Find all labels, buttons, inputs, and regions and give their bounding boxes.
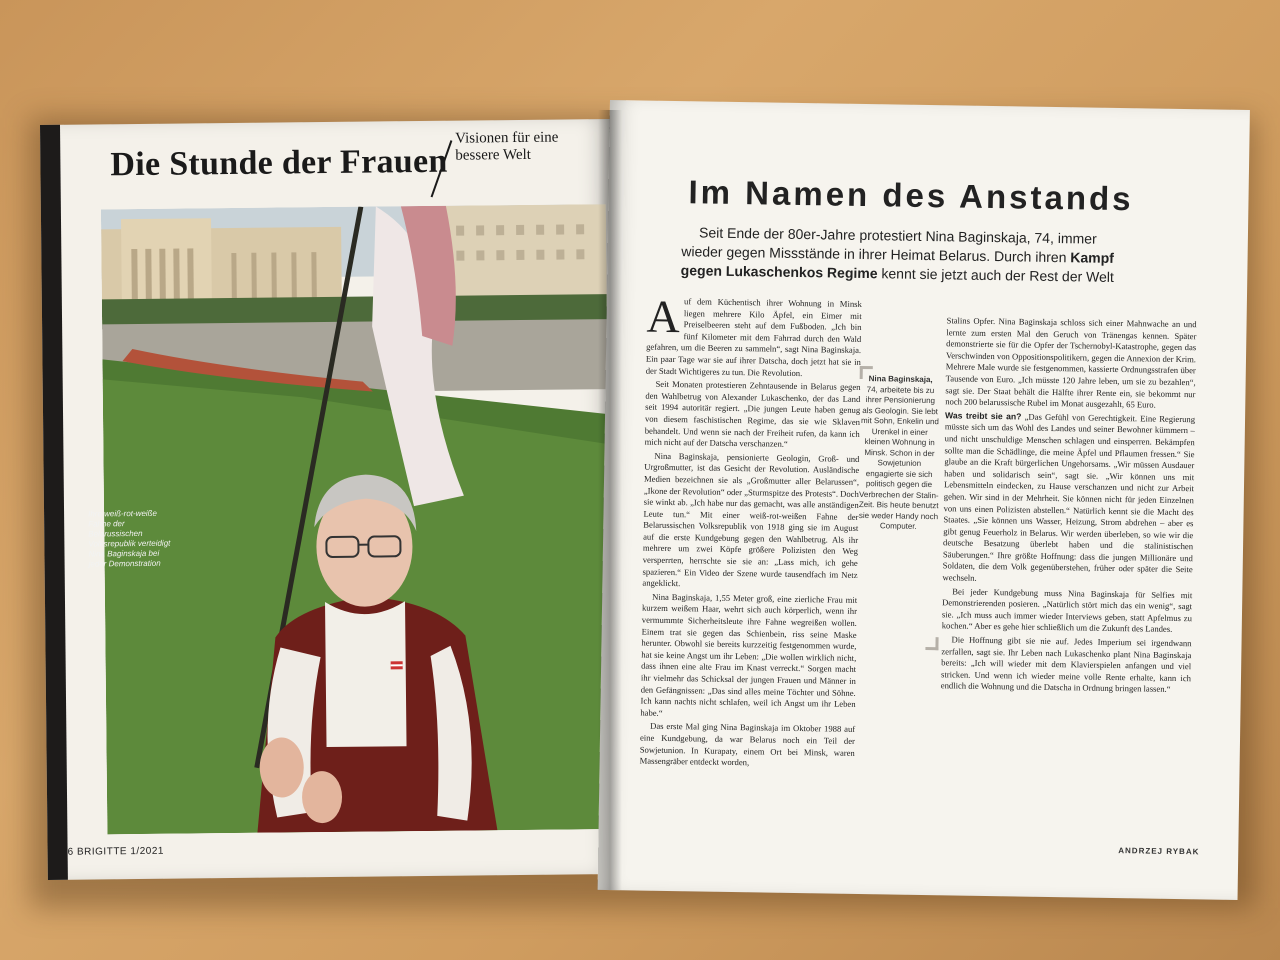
sidebar-bracket-bottom (925, 637, 938, 650)
sidebar-name: Nina Baginskaja, (868, 374, 933, 385)
page-gutter (598, 110, 622, 890)
paragraph: Nina Baginskaja, pensionierte Geologin, Groß- und Urgroßmutter, ist das Gesicht der Revolution. Ausländische Medien bezeichnen sie als „Großmutter aller Belarussen“, „Ikone der Revolution“ oder „Sturmspitze des Protests“. Doch sie winkt ab. „Ich habe nur das gemacht, was alle anständigen Leute tun.“ Mit einer weiß-rot-weißen Fahne der Belarussischen Volksrepublik von 1918 ging sie im August auf die erste Kundgebung gegen den Wahlbetrug. Als ihr mehrere um zwei Köpfe größere Polizisten den Weg versperrten, herrschte sie sie an: „Lass mich, ich gehe spazieren.“ Ein Video der Szene wurde tausendfach im Netz angeklickt. (642, 450, 860, 589)
paragraph: Stalins Opfer. Nina Baginskaja schloss sich einer Mahnwache an und lernte zum ersten Mal den Geruch von Tränengas kennen. Später demonstrierte sie für die Opfer der Tschernobyl-Katastrophe, gegen das Verschwinden von Oppositionspolitikern, gegen die Annexion der Krim. Mehrere Male wurde sie festgenommen, kassierte Ordnungsstrafen über Tausende von Euro. „Ich müsste 120 Jahre leben, um sie zu bezahlen“, sagt sie. Der Staat behält die Hälfte ihrer Rente ein, sie bekommt nur noch 200 belarussische Rubel im Monat ausgezahlt, 65 Euro. (945, 315, 1197, 410)
drop-cap: A (646, 290, 681, 343)
paragraph-text: „Das Gefühl von Gerechtigkeit. Eine Regierung müsste sich um das Wohl des Landes und seiner Bewohner kümmern – und nicht unschuldige Menschen schlagen und einsperren. Bekämpfen sollte man die Schädlinge, die meine Äpfel und Pflaumen fressen.“ Sie glaube an die Kraft bürgerlichen Ungehorsams. „Wir müssen Ausdauer haben und solidarisch sein“, sagt sie. „Wir können uns mit Lebensmitteln eindecken, zu Hause verschanzen und nicht zur Arbeit gehen. Wir sind in der Mehrheit. Sie können nicht für jeden Einzelnen von uns einen Polizisten abstellen.“ Natürlich kennt sie die Macht des Staates. „Sie können uns Wasser, Heizung, Strom abdrehen – aber es gibt genug Feuerholz in Belarus. Wir werden überleben, so wie wir die deutsche Besatzung überlebt haben und die stalinistischen Säuberungen.“ Ihre größte Hoffnung: dass die jungen Millionäre und Soldaten, die dem Volk gegenüberstehen, früher oder später die Seite wechseln. (942, 411, 1196, 583)
section-title: Die Stunde der Frauen (110, 142, 448, 184)
info-sidebar (858, 374, 940, 533)
section-subtitle: Visionen für eine bessere Welt (455, 129, 559, 164)
paragraph: Seit Monaten protestieren Zehntausende in Belarus gegen den Wahlbetrug von Alexander Lukaschenko, der das Land seit 1994 autoritär regiert. „Die jungen Leute haben genug von diesem faschistischen Regime, das sie wie Sklaven behandelt. Und wenn sie nach der Freiheit rufen, da kann ich mich nicht auf der Datscha verschanzen.“ (644, 378, 861, 449)
lead-highlight: Kampf gegen Lukaschenkos Regime (680, 249, 1115, 282)
paragraph (942, 410, 1195, 588)
photo-illustration (101, 204, 613, 834)
portrait-photo (101, 204, 613, 834)
article-column-1 (639, 290, 862, 773)
article-lead (677, 223, 1118, 287)
paragraph: Bei jeder Kundgebung muss Nina Baginskaja für Selfies mit Demonstrierenden posieren. „Natürlich stört mich das ein wenig“, sagt sie. „Ich muss auch immer wieder Interviews geben, statt Apfelmus zu kochen.“ Aber es gehe hier schließlich um die Zukunft des Landes. (941, 586, 1193, 635)
lead-text-end: kennt sie jetzt auch der Rest der Welt (877, 265, 1114, 285)
article-column-2 (941, 315, 1197, 698)
page-footer: 6 BRIGITTE 1/2021 (67, 845, 164, 858)
paragraph: Nina Baginskaja, 1,55 Meter groß, eine zierliche Frau mit kurzem weißem Haar, wehrt sich auch körperlich, wenn ihr vermummte Sicherheitsleute ihre Fahne wegreißen wollen. Einem trat sie gegen das Schienbein, riss seine Maske herunter. Obwohl sie bereits kurzzeitig festgenommen wurde, hat sie keine Angst um ihr Leben: „Die wollen wirklich nicht, dass ihnen eine alte Frau im Knast verreckt.“ Sorgen macht ihr vielmehr das Schicksal der jungen Frauen und Männer in den Gefängnissen: „Das sind alles meine Töchter und Söhne. Ich kann nachts nicht schlafen, weil ich Angst um ihr Leben habe.“ (640, 591, 858, 718)
subheading: Was treibt sie an? (945, 410, 1022, 422)
left-page (40, 119, 618, 880)
lead-text: Seit Ende der 80er-Jahre protestiert Nina Baginskaja, 74, immer wieder gegen Missstände in ihrer Heimat Belarus. Durch ihren (681, 224, 1097, 266)
photo-caption: Ihre weiß-rot-weiße Fahne der Belarussischen Volksrepublik verteidigt Nina Baginskaja bei jeder Demonstration (88, 508, 171, 569)
paragraph: Das erste Mal ging Nina Baginskaja im Oktober 1988 auf eine Kundgebung, da war Belarus noch ein Teil der Sowjetunion. In Kurapaty, einem Ort bei Minsk, waren Massengräber entdeckt worden, (639, 721, 856, 768)
paragraph: Die Hoffnung gibt sie nie auf. Jedes Imperium sei irgendwann zerfallen, sagt sie. Ihr Leben nach Lukaschenko plant Nina Baginskaja bereits: „Ich will wieder mit dem Klavierspielen anfangen und viel stricken. Und wenn ich wieder meine volle Rente erhalte, kann ich endlich die Wohnung und die Datscha in Ordnung bringen lassen.“ (940, 634, 1192, 695)
paragraph (645, 290, 862, 381)
author-credit: ANDRZEJ RYBAK (1118, 846, 1200, 857)
article-title: Im Namen des Anstands (688, 173, 1134, 218)
paragraph-text: uf dem Küchentisch ihrer Wohnung in Minsk liegen mehrere Kilo Äpfel, ein Eimer mit Preiselbeeren steht auf dem Fußboden. „Ich bin fünf Kilometer mit dem Fahrrad durch den Wald gefahren, um die Beeren zu sammeln“, sagt Nina Baginskaja. Ein paar Tage war sie auf ihrer Datscha, doch jetzt hat sie in der Stadt Wichtigeres zu tun. Die Revolution. (645, 296, 862, 378)
sidebar-text: 74, arbeitete bis zu ihrer Pensionierung als Geologin. Sie lebt mit Sohn, Enkelin und Urenkel in einer kleinen Wohnung in Minsk. Schon in der Sowjetunion engagierte sie sich politisch gegen die Verbrechen der Stalin-Zeit. Bis heute benutzt sie weder Handy noch Computer. (858, 384, 939, 531)
right-page (598, 100, 1250, 900)
